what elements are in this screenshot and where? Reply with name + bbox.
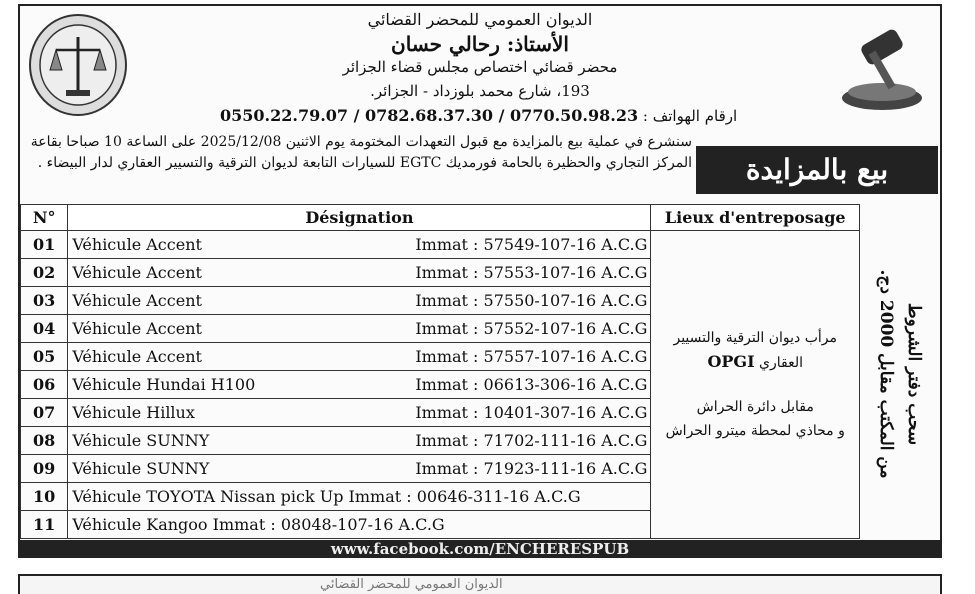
vehicle-immat: Immat : 71702-111-16 A.C.G [415,431,648,450]
conditions-line1: سحب دفتر الشروط [904,302,924,446]
row-num: 07 [21,399,68,427]
justice-emblem-icon [26,12,130,118]
header-location: Lieux d'entreposage [651,205,860,231]
row-num: 10 [21,483,68,511]
vehicle-immat: Immat : 57557-107-16 A.C.G [415,347,648,366]
phone-line [220,106,737,125]
storage-location [651,231,860,539]
row-num: 09 [21,455,68,483]
phone-numbers: 0550.22.79.07 / 0782.68.37.30 / 0770.50.98.23 [220,106,639,125]
header-designation: Désignation [68,205,651,231]
vehicle-immat: Immat : 06613-306-16 A.C.G [415,375,648,394]
row-designation [68,511,651,539]
vehicle-name: Véhicule Accent [72,319,202,338]
vehicle-name: Véhicule SUNNY [72,459,210,478]
location-line4: و محاذي لمحطة ميترو الحراش [665,423,845,439]
vehicle-name: Véhicule Accent [72,235,202,254]
table-header-row [21,205,860,231]
row-designation [68,427,651,455]
vehicle-name: Véhicule Accent [72,347,202,366]
location-line2: العقاري OPGI [707,352,804,371]
vehicle-name: Véhicule SUNNY [72,431,210,450]
auction-intro: سنشرع في عملية بيع بالمزايدة مع قبول التعهدات المختومة يوم الاثنين 2025/12/08 على الساعة 10 صباحا بقاعة المركز التجاري والحظيرة بالحامة فورمديك EGTC للسيارات التابعة لديوان الترقية والتسيير العقاري لدار البيضاء . [30,134,692,171]
row-num: 03 [21,287,68,315]
vehicle-name: Véhicule TOYOTA Nissan pick Up Immat : 00646-311-16 A.C.G [72,487,581,506]
address: 193، شارع محمد بلوزداد - الجزائر. [370,82,590,100]
facebook-link[interactable]: www.facebook.com/ENCHERESPUB [20,540,940,558]
vehicle-table [20,204,860,539]
next-notice-title: الديوان العمومي للمحضر القضائي [320,577,503,592]
row-num: 08 [21,427,68,455]
vehicle-name: Véhicule Hillux [72,403,195,422]
vehicle-immat: Immat : 57549-107-16 A.C.G [415,235,648,254]
vehicle-immat: Immat : 71923-111-16 A.C.G [415,459,648,478]
office-title: الديوان العمومي للمحضر القضائي [367,10,593,29]
vehicle-name: Véhicule Kangoo Immat : 08048-107-16 A.C.G [72,515,445,534]
row-designation [68,483,651,511]
auction-notice [18,4,942,558]
notice-header [20,6,940,130]
row-designation [68,315,651,343]
row-designation [68,343,651,371]
location-line3: مقابل دائرة الحراش [696,399,814,415]
row-num: 11 [21,511,68,539]
row-num: 05 [21,343,68,371]
table-row [21,231,860,259]
conditions-line2: من المكتب مقابل 2000 دج. [876,269,896,479]
location-line1: مرأب ديوان الترقية والتسيير [673,330,837,346]
vehicle-name: Véhicule Accent [72,263,202,282]
auction-banner: بيع بالمزايدة [696,146,938,194]
row-num: 06 [21,371,68,399]
row-designation [68,287,651,315]
vehicle-name: Véhicule Hundai H100 [72,375,256,394]
jurisdiction: محضر قضائي اختصاص مجلس قضاء الجزائر [342,58,618,76]
next-notice-strip [18,574,942,594]
row-designation [68,371,651,399]
phone-label: ارقام الهواتف : [642,107,738,125]
vehicle-name: Véhicule Accent [72,291,202,310]
row-designation [68,259,651,287]
gavel-icon [832,16,932,116]
header-num: N° [21,205,68,231]
vehicle-immat: Immat : 10401-307-16 A.C.G [415,403,648,422]
vehicle-immat: Immat : 57552-107-16 A.C.G [415,319,648,338]
row-designation [68,231,651,259]
conditions-side-panel [862,206,938,544]
vehicle-immat: Immat : 57553-107-16 A.C.G [415,263,648,282]
vehicle-immat: Immat : 57550-107-16 A.C.G [415,291,648,310]
row-num: 02 [21,259,68,287]
row-designation [68,455,651,483]
row-designation [68,399,651,427]
conditions-text [872,224,928,524]
opgi-label: OPGI [707,352,755,371]
row-num: 04 [21,315,68,343]
row-num: 01 [21,231,68,259]
bailiff-name: الأستاذ: رحالي حسان [391,32,569,56]
